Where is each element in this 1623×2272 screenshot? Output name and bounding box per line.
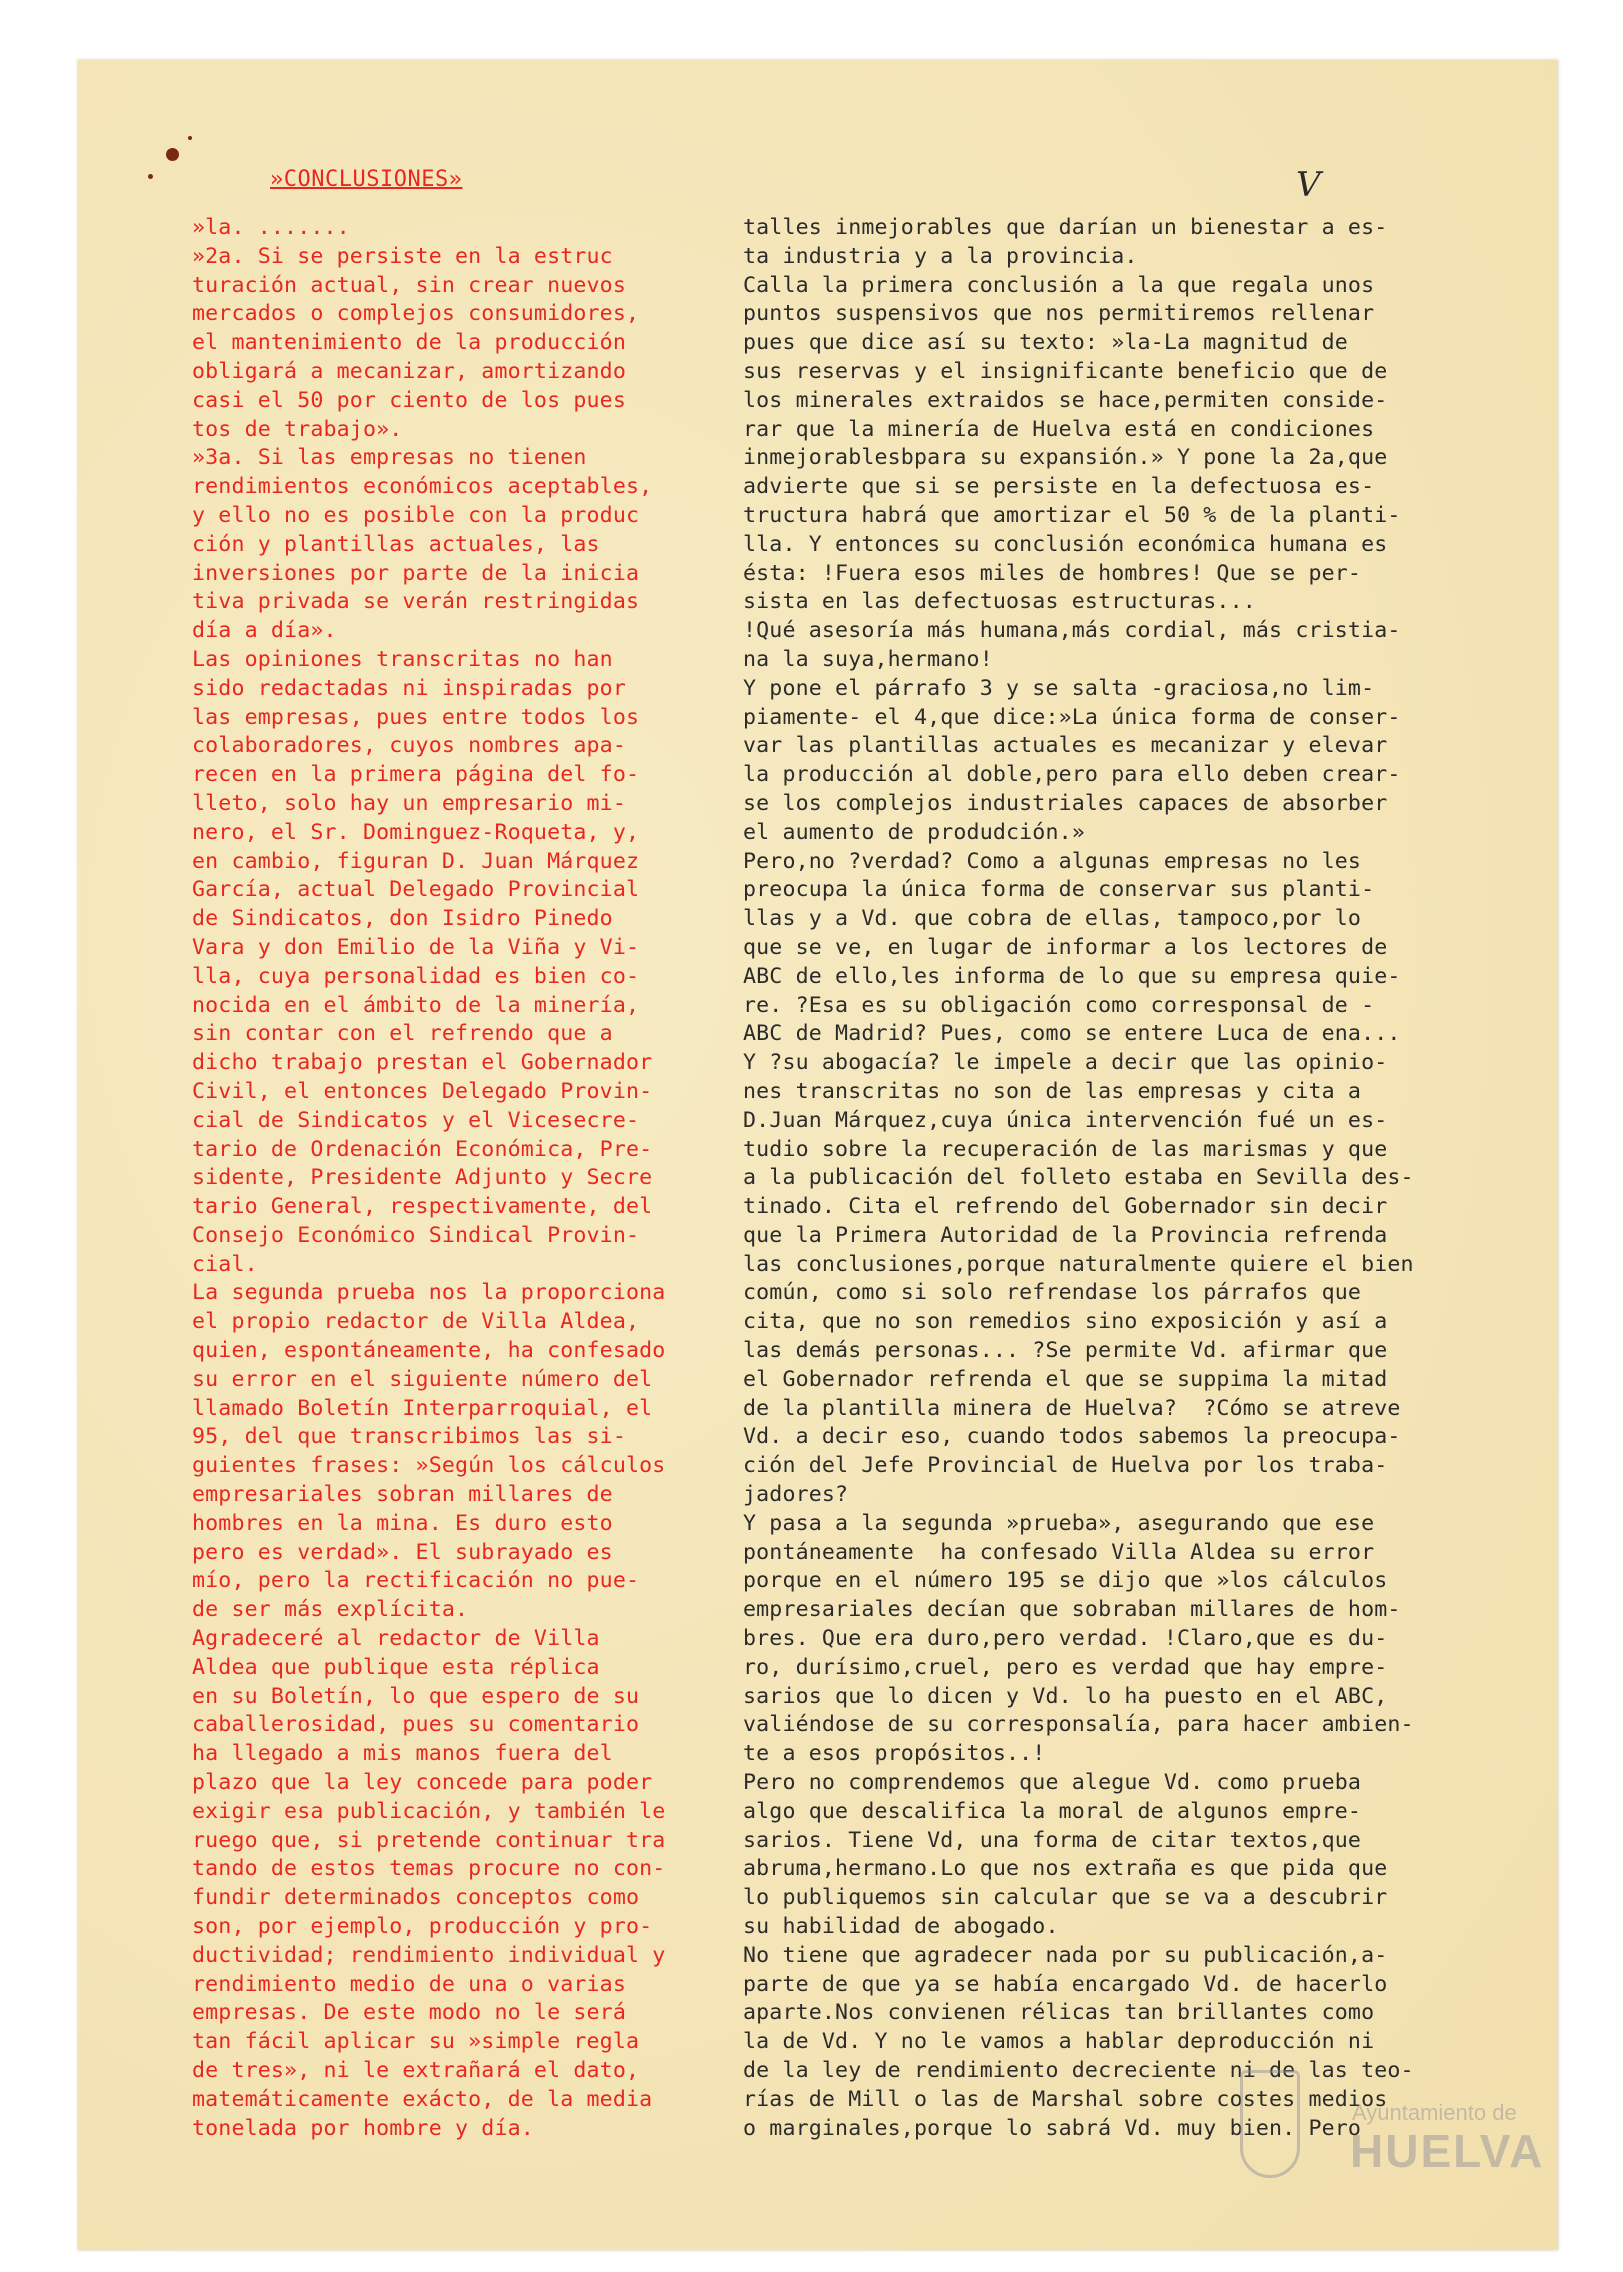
text-line: valiéndose de su corresponsalía, para hacer ambien- (743, 1712, 1414, 1738)
text-line: guientes frases: »Según los cálculos (192, 1453, 666, 1479)
left-column-text (192, 214, 665, 2143)
text-line: pues que dice así su texto: »la-La magnitud de (743, 330, 1348, 356)
text-line: !Qué asesoría más humana,más cordial, más cristia- (743, 618, 1401, 644)
text-line: o marginales,porque lo sabrá Vd. muy bien. Pero (743, 2115, 1362, 2141)
text-line: caballerosidad, pues su comentario (192, 1712, 640, 1738)
text-line: ta industria y a la provincia. (743, 243, 1138, 269)
text-line: Y pasa a la segunda »prueba», asegurando que ese (743, 1510, 1375, 1536)
text-line: ABC de ello,les informa de lo que su empresa quie- (743, 963, 1401, 989)
text-line: se los complejos industriales capaces de absorber (743, 790, 1388, 816)
text-line: son, por ejemplo, producción y pro- (192, 1914, 653, 1940)
text-line: su error en el siguiente número del (192, 1366, 653, 1392)
text-line: recen en la primera página del fo- (192, 762, 640, 788)
text-line: advierte que si se persiste en la defectuosa es- (743, 474, 1375, 500)
text-line: Consejo Económico Sindical Provin- (192, 1222, 640, 1248)
text-line: matemáticamente exácto, de la media (192, 2086, 653, 2112)
text-line: a la publicación del folleto estaba en Sevilla des- (743, 1165, 1414, 1191)
text-line: quien, espontáneamente, ha confesado (192, 1338, 666, 1364)
text-line: rías de Mill o las de Marshal sobre costes medios (743, 2086, 1388, 2112)
text-line: fundir determinados conceptos como (192, 1885, 640, 1911)
text-line: y ello no es posible con la produc (192, 502, 640, 528)
text-line: D.Juan Márquez,cuya única intervención fué un es- (743, 1107, 1388, 1133)
page-roman-numeral: V (1296, 165, 1321, 205)
text-line: Vara y don Emilio de la Viña y Vi- (192, 934, 640, 960)
text-line: sidente, Presidente Adjunto y Secre (192, 1165, 653, 1191)
text-line: pontáneamente ha confesado Villa Aldea su error (743, 1539, 1375, 1565)
text-line: Y pone el párrafo 3 y se salta -graciosa,no lim- (743, 675, 1375, 701)
text-line: preocupa la única forma de conservar sus planti- (743, 877, 1375, 903)
text-line: aparte.Nos convienen rélicas tan brillantes como (743, 2000, 1375, 2026)
text-line: tudio sobre la recuperación de las marismas y que (743, 1136, 1388, 1162)
text-line: abruma,hermano.Lo que nos extraña es que pida que (743, 1856, 1388, 1882)
text-line: piamente- el 4,que dice:»La única forma de conser- (743, 704, 1401, 730)
text-line: de tres», ni le extrañará el dato, (192, 2058, 640, 2083)
city-crest-icon (1240, 2070, 1300, 2178)
text-line: las conclusiones,porque naturalmente quiere el bien (743, 1251, 1414, 1277)
text-line: llas y a Vd. que cobra de ellas, tampoco,por lo (743, 906, 1362, 932)
text-line: ruego que, si pretende continuar tra (192, 1827, 666, 1853)
text-line: cial de Sindicatos y el Vicesecre- (192, 1107, 640, 1133)
text-line: pero es verdad». El subrayado es (192, 1539, 613, 1565)
text-line: sido redactadas ni inspiradas por (192, 675, 626, 701)
text-line: nes transcritas no son de las empresas y cita a (743, 1078, 1362, 1104)
text-line: »3a. Si las empresas no tienen (192, 445, 587, 471)
text-line: rar que la minería de Huelva está en condiciones (743, 416, 1375, 442)
text-line: Y ?su abogacía? le impele a decir que las opinio- (743, 1050, 1388, 1076)
watermark-line-1: Ayuntamiento de (1352, 2100, 1517, 2125)
text-line: las empresas, pues entre todos los (192, 704, 640, 730)
text-line: re. ?Esa es su obligación como corresponsal de - (743, 992, 1375, 1018)
text-line: el aumento de produdción.» (743, 819, 1085, 845)
text-line: na la suya,hermano! (743, 646, 993, 672)
text-line: inmejorablesbpara su expansión.» Y pone la 2a,que (743, 445, 1388, 471)
text-line: jadores? (743, 1482, 849, 1508)
text-line: tan fácil aplicar su »simple regla (192, 2029, 640, 2055)
text-line: ha llegado a mis manos fuera del (192, 1741, 613, 1767)
text-line: ésta: !Fuera esos miles de hombres! Que se per- (743, 560, 1362, 586)
text-line: el propio redactor de Villa Aldea, (192, 1309, 640, 1335)
text-line: lo publiquemos sin calcular que se va a descubrir (743, 1885, 1388, 1911)
text-line: la de Vd. Y no le vamos a hablar deproducción ni (743, 2029, 1375, 2055)
text-line: rendimientos económicos aceptables, (192, 474, 653, 500)
paper-hole (166, 148, 179, 161)
text-line: que la Primera Autoridad de la Provincia refrenda (743, 1222, 1388, 1248)
text-line: empresariales decían que sobraban millares de hom- (743, 1597, 1401, 1623)
text-line: puntos suspensivos que nos permitiremos rellenar (743, 301, 1375, 327)
text-line: Civil, el entonces Delegado Provin- (192, 1078, 653, 1104)
text-line: García, actual Delegado Provincial (192, 877, 640, 903)
right-column-text (743, 214, 1414, 2143)
text-line: ABC de Madrid? Pues, como se entere Luca de ena... (743, 1021, 1401, 1047)
text-line: inversiones por parte de la inicia (192, 560, 640, 586)
text-line: en cambio, figuran D. Juan Márquez (192, 848, 640, 874)
text-line: sista en las defectuosas estructuras... (743, 589, 1256, 615)
text-line: de la ley de rendimiento decreciente ni de las teo- (743, 2058, 1414, 2083)
text-line: Pero no comprendemos que alegue Vd. como prueba (743, 1770, 1362, 1796)
text-line: La segunda prueba nos la proporciona (192, 1280, 666, 1306)
text-line: hombres en la mina. Es duro esto (192, 1510, 613, 1536)
text-line: ductividad; rendimiento individual y (192, 1942, 666, 1968)
text-line: dicho trabajo prestan el Gobernador (192, 1050, 653, 1076)
text-line: lla, cuya personalidad es bien co- (192, 963, 640, 989)
text-line: colaboradores, cuyos nombres apa- (192, 733, 626, 759)
text-line: empresas. De este modo no le será (192, 2000, 626, 2026)
text-line: los minerales extraidos se hace,permiten conside- (743, 387, 1388, 413)
paper-hole (188, 136, 192, 140)
text-line: plazo que la ley concede para poder (192, 1770, 653, 1796)
text-line: exigir esa publicación, y también le (192, 1798, 666, 1824)
text-line: parte de que ya se había encargado Vd. de hacerlo (743, 1971, 1388, 1997)
text-line: tando de estos temas procure no con- (192, 1856, 666, 1882)
text-line: tiva privada se verán restringidas (192, 589, 640, 615)
text-line: »2a. Si se persiste en la estruc (192, 243, 613, 269)
text-line: sin contar con el refrendo que a (192, 1021, 613, 1047)
text-line: mío, pero la rectificación no pue- (192, 1568, 640, 1594)
text-line: 95, del que transcribimos las si- (192, 1424, 626, 1450)
text-line: tinado. Cita el refrendo del Gobernador sin decir (743, 1194, 1388, 1220)
text-line: »la. ....... (192, 215, 350, 240)
text-line: en su Boletín, lo que espero de su (192, 1683, 640, 1709)
text-line: tario General, respectivamente, del (192, 1194, 653, 1220)
text-line: rendimiento medio de una o varias (192, 1971, 626, 1997)
text-line: sus reservas y el insignificante beneficio que de (743, 358, 1388, 384)
text-line: algo que descalifica la moral de algunos empre- (743, 1798, 1362, 1824)
text-line: talles inmejorables que darían un bienestar a es- (743, 215, 1388, 240)
text-line: ción y plantillas actuales, las (192, 531, 600, 557)
page-heading: »CONCLUSIONES» (270, 167, 463, 192)
watermark-line-2: HUELVA (1350, 2125, 1545, 2177)
text-line: lleto, solo hay un empresario mi- (192, 790, 626, 816)
text-line: nocida en el ámbito de la minería, (192, 992, 640, 1018)
text-line: empresariales sobran millares de (192, 1482, 613, 1508)
text-line: casi el 50 por ciento de los pues (192, 387, 626, 413)
text-line: bres. Que era duro,pero verdad. !Claro,que es du- (743, 1626, 1388, 1652)
text-line: la producción al doble,pero para ello deben crear- (743, 762, 1401, 788)
text-line: de la plantilla minera de Huelva? ?Cómo se atreve (743, 1395, 1401, 1421)
text-line: día a día». (192, 618, 337, 644)
text-line: ción del Jefe Provincial de Huelva por los traba- (743, 1453, 1388, 1479)
text-line: var las plantillas actuales es mecanizar y elevar (743, 733, 1388, 759)
text-line: cial. (192, 1251, 258, 1277)
text-line: nero, el Sr. Dominguez-Roqueta, y, (192, 819, 640, 845)
text-line: tos de trabajo». (192, 416, 403, 442)
text-line: ro, durísimo,cruel, pero es verdad que hay empre- (743, 1654, 1388, 1680)
text-line: Agradeceré al redactor de Villa (192, 1626, 600, 1652)
text-line: que se ve, en lugar de informar a los lectores de (743, 934, 1388, 960)
text-line: de ser más explícita. (192, 1597, 469, 1623)
text-line: obligará a mecanizar, amortizando (192, 358, 626, 384)
text-line: común, como si solo refrendase los párrafos que (743, 1280, 1362, 1306)
text-line: tario de Ordenación Económica, Pre- (192, 1136, 653, 1162)
text-line: mercados o complejos consumidores, (192, 301, 640, 327)
text-line: Vd. a decir eso, cuando todos sabemos la preocupa- (743, 1424, 1401, 1450)
text-line: de Sindicatos, don Isidro Pinedo (192, 906, 613, 932)
text-line: lla. Y entonces su conclusión económica humana es (743, 531, 1388, 557)
paper-hole (148, 174, 153, 179)
text-line: te a esos propósitos..! (743, 1741, 1046, 1767)
text-line: tonelada por hombre y día. (192, 2115, 534, 2141)
text-line: No tiene que agradecer nada por su publicación,a- (743, 1942, 1388, 1968)
text-line: Pero,no ?verdad? Como a algunas empresas no les (743, 848, 1362, 874)
text-line: el mantenimiento de la producción (192, 330, 626, 356)
text-line: sarios. Tiene Vd, una forma de citar textos,que (743, 1827, 1362, 1853)
text-line: sarios que lo dicen y Vd. lo ha puesto en el ABC, (743, 1683, 1388, 1709)
text-line: cita, que no son remedios sino exposición y así a (743, 1309, 1388, 1335)
text-line: porque en el número 195 se dijo que »los cálculos (743, 1568, 1388, 1594)
text-line: el Gobernador refrenda el que se suppima la mitad (743, 1366, 1388, 1392)
text-line: Las opiniones transcritas no han (192, 646, 613, 672)
text-line: Calla la primera conclusión a la que regala unos (743, 272, 1375, 298)
text-line: su habilidad de abogado. (743, 1914, 1059, 1940)
text-line: las demás personas... ?Se permite Vd. afirmar que (743, 1338, 1388, 1364)
text-line: Aldea que publique esta réplica (192, 1654, 600, 1680)
text-line: tructura habrá que amortizar el 50 % de la planti- (743, 502, 1401, 528)
text-line: llamado Boletín Interparroquial, el (192, 1395, 653, 1421)
text-line: turación actual, sin crear nuevos (192, 272, 626, 298)
